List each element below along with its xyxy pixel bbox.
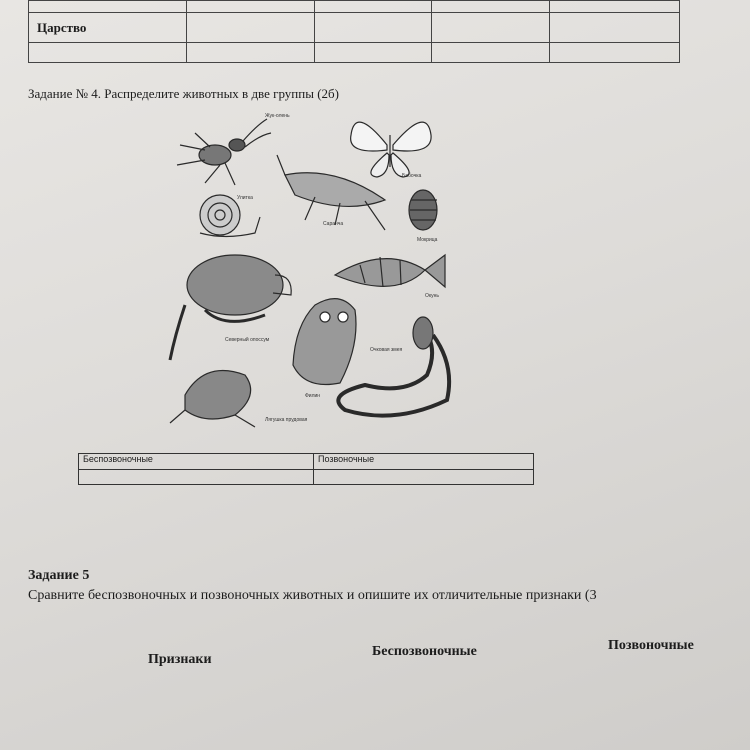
woodlouse-icon — [409, 190, 437, 230]
task5-title: Задание 5 — [28, 568, 90, 583]
opossum-icon — [170, 255, 291, 360]
header-invertebrates: Беспозвоночные — [372, 644, 477, 659]
kingdom-table — [28, 0, 680, 63]
label-grasshopper: Саранча — [323, 221, 344, 227]
invertebrates-cell[interactable] — [79, 469, 314, 485]
perch-icon — [335, 255, 445, 287]
task5-text: Сравните беспозвоночных и позвоночных животных и опишите их отличительные признаки (3 — [28, 588, 597, 603]
label-perch: Окунь — [425, 293, 439, 299]
col-vertebrates: Позвоночные — [314, 454, 534, 470]
task4-title: Задание № 4. Распределите животных в две группы (2б) — [28, 86, 339, 101]
animals-illustration — [165, 105, 465, 435]
frog-icon — [170, 371, 255, 428]
animals-drawing — [165, 105, 465, 435]
stag-beetle-icon — [177, 119, 271, 185]
kingdom-row-label: Царство — [29, 13, 187, 43]
label-butterfly: Бабочка — [402, 173, 422, 179]
butterfly-icon — [351, 122, 431, 177]
label-owl: Филин — [305, 393, 321, 399]
owl-icon — [293, 299, 356, 385]
snail-icon — [200, 195, 260, 237]
label-frog: Лягушка прудовая — [265, 417, 308, 423]
label-opossum: Северный опоссум — [225, 337, 270, 343]
header-vertebrates: Позвоночные — [608, 638, 694, 653]
label-beetle: Жук-олень — [265, 113, 290, 119]
label-snail: Улитка — [237, 195, 253, 201]
col-invertebrates: Беспозвоночные — [79, 454, 314, 470]
grasshopper-icon — [277, 155, 385, 230]
groups-table — [78, 453, 534, 485]
header-signs: Признаки — [148, 652, 212, 667]
label-cobra: Очковая змея — [370, 347, 403, 353]
vertebrates-cell[interactable] — [314, 469, 534, 485]
label-woodlouse: Мокрица — [417, 237, 438, 243]
